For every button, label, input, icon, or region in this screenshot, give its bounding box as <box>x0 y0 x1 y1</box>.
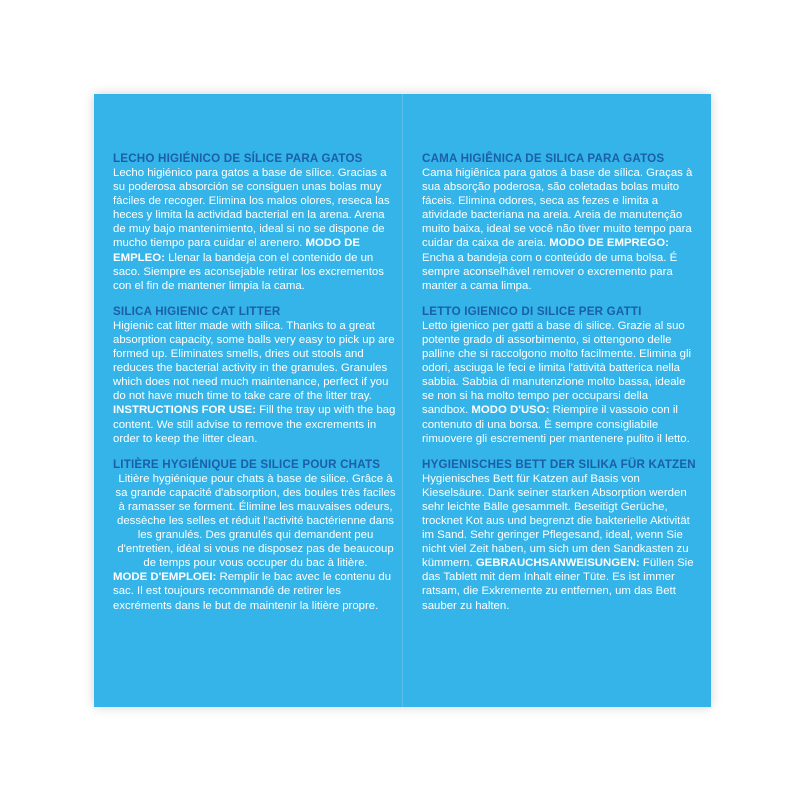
section-description: Higienic cat litter made with silica. Thanks to a great absorption capacity, some balls very easy to pick up are formed up. Eliminates smells, dries out stools and reduces the bacterial activity in the granules. Granules which does not need much maintenance, perfect if you do not have much time to take care of the litter tray. <box>113 319 395 403</box>
instructions-label: INSTRUCTIONS FOR USE: <box>113 404 257 417</box>
section-english <box>113 305 398 446</box>
section-portuguese <box>422 152 694 293</box>
instructions-label: GEBRAUCHSANWEISUNGEN: <box>475 557 640 570</box>
instructions-label: MODO D'USO: <box>471 404 550 417</box>
section-description: Lecho higiénico para gatos a base de sílice. Gracias a su poderosa absorción se consiguen unas bolas muy fáciles de recoger. Elimina los malos olores, reseca las heces y limita la actividad bacterial en la arena. Arena de muy bajo mantenimiento, ideal si no se dispone de mucho tiempo para cuidar el arenero. <box>113 167 390 250</box>
section-heading: LECHO HIGIÉNICO DE SÍLICE PARA GATOS <box>113 152 363 165</box>
right-column <box>422 152 694 625</box>
left-column <box>113 152 398 625</box>
section-heading: LETTO IGIENICO DI SILICE PER GATTI <box>422 304 642 318</box>
section-instructions <box>113 570 398 612</box>
section-description: Cama higiênica para gatos à base de sílica. Graças à sua absorção poderosa, são coletadas bolas muito fáceis. Elimina odores, seca as fezes e limita a atividade bacteriana na areia. Areia de manutenção muito baixa, ideal se você não tiver muito tempo para cuidar da caixa de areia. <box>422 167 693 250</box>
section-heading: SILICA HIGIENIC CAT LITTER <box>113 304 281 318</box>
instructions-text: Riempire il vassoio con il contenuto di una borsa. È sempre consigliabile rimuovere gli escrementi per mantenere pulito il letto. <box>422 404 690 445</box>
section-description: Litière hygiénique pour chats à base de silice. Grâce à sa grande capacité d'absorption, des boules très faciles à ramasser se forment. Élimine les mauvaises odeurs, dessèche les selles et réduit l'activité bactérienne dans les granulés. Des granulés qui demandent peu d'entretien, idéal si vous ne disposez pas de beaucoup de temps pour vous occuper du bac à litière. <box>115 472 396 570</box>
instructions-label: MODE D'EMPLOEI: <box>113 571 217 584</box>
instructions-label: MODO DE EMPREGO: <box>549 237 669 250</box>
section-german <box>422 458 694 613</box>
instructions-text: Remplir le bac avec le contenu du sac. Il est toujours recommandé de retirer les excréments dans le but de maintenir la litière propre. <box>113 571 392 612</box>
section-body <box>422 319 694 446</box>
section-heading: CAMA HIGIÊNICA DE SILICA PARA GATOS <box>422 152 665 165</box>
instructions-text: Füllen Sie das Tablett mit dem Inhalt einer Tüte. Es ist immer ratsam, die Exkremente zu entfernen, um das Bett sauber zu halten. <box>422 557 694 612</box>
section-description: Letto igienico per gatti a base di silice. Grazie al suo potente grado di assorbimento, si ottengono delle palline che si raccolgono molto facilmente. Elimina gli odori, asciuga le feci e limita l'attività batterica nella sabbia. Sabbia di manutenzione molto bassa, ideale se non si ha molto tempo per occuparsi della sandbox. <box>422 319 692 417</box>
section-spanish <box>113 152 398 293</box>
section-body <box>422 472 694 613</box>
section-body <box>113 472 398 571</box>
fold-line <box>402 94 404 707</box>
section-italian <box>422 305 694 446</box>
instructions-text: Fill the tray up with the bag content. We still advise to remove the excrements in order to keep the litter clean. <box>113 404 396 445</box>
instructions-text: Encha a bandeja com o conteúdo de uma bolsa. É sempre aconselhável remover o excremento para manter a cama limpa. <box>422 251 678 292</box>
instructions-text: Llenar la bandeja con el contenido de un saco. Siempre es aconsejable retirar los excrementos con el fin de mantener limpia la cama. <box>113 251 384 292</box>
section-body <box>422 166 694 293</box>
label-panel <box>94 94 711 707</box>
section-body <box>113 319 398 446</box>
section-body <box>113 166 398 293</box>
section-description: Hygienisches Bett für Katzen auf Basis von Kieselsäure. Dank seiner starken Absorption werden sehr leichte Bälle gesammelt. Beseitigt Gerüche, trocknet Kot aus und begrenzt die bakterielle Aktivität im Sand. Sehr geringer Pflegesand, ideal, wenn Sie nicht viel Zeit haben, um sich um den Sandkasten zu kümmern. <box>422 472 690 570</box>
section-heading: HYGIENISCHES BETT DER SILIKA FÜR KATZEN <box>422 457 696 471</box>
section-heading: LITIÈRE HYGIÉNIQUE DE SILICE POUR CHATS <box>113 457 381 471</box>
section-french <box>113 458 398 613</box>
instructions-label: MODO DE EMPLEO: <box>113 237 360 264</box>
